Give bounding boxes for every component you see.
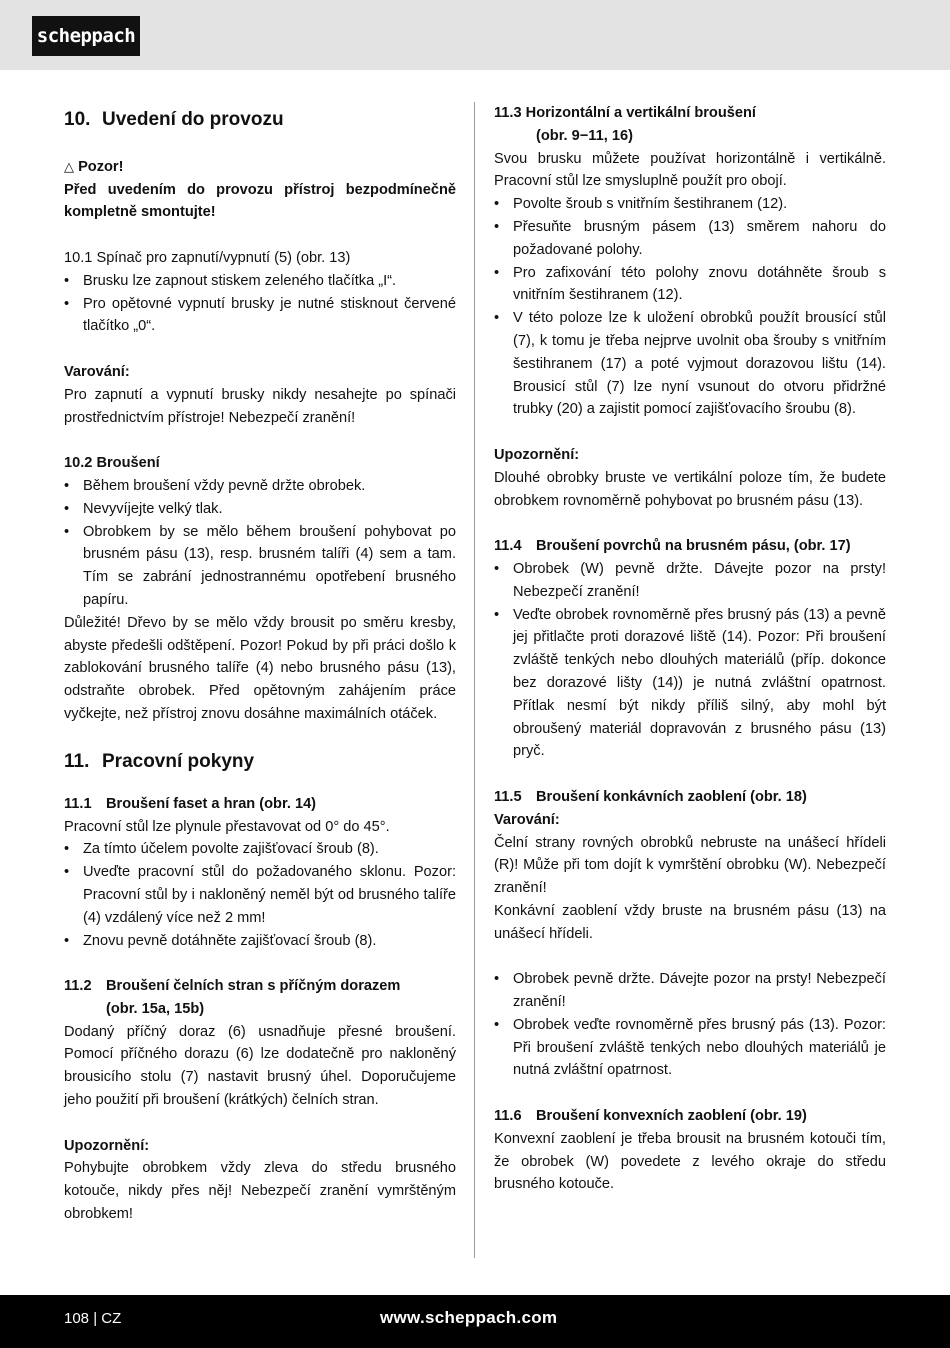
caution-heading <box>64 156 456 179</box>
section-number: 10. <box>64 109 91 130</box>
section-11-2-text: Dodaný příčný doraz (6) usnadňuje přesné broušení. Pomocí příčného dorazu (6) lze dodatečně pro nakloněný brousicího stolu (7) nastavit brusný úhel. Doporučujeme jeho použití při broušení (krátkých) čelních stran. <box>64 1023 456 1109</box>
section-11-2-heading <box>64 975 456 998</box>
section-number: 11.5 <box>494 788 522 805</box>
section-10-heading <box>64 107 456 133</box>
scheppach-logo: scheppach <box>32 16 140 56</box>
list-item: • Uveďte pracovní stůl do požadovaného sklonu. Pozor: Pracovní stůl by i nakloněný neměl být od brusného talíře (4) vzdálený více než 2 mm! <box>64 861 456 929</box>
list-item: • Obrobkem by se mělo během broušení pohybovat po brusném pásu (13), resp. brusném talíři (4) sem a tam. Tím se zabrání jednostrannému opotřebení brusného papíru. <box>64 521 456 612</box>
list-item: • Za tímto účelem povolte zajišťovací šroub (8). <box>64 838 456 861</box>
section-11-heading <box>64 749 456 775</box>
section-title: Uvedení do provozu <box>102 109 284 130</box>
section-11-3-list <box>494 193 886 421</box>
warning-text: Pro zapnutí a vypnutí brusky nikdy nesahejte po spínači prostřednictvím přístroje! Nebezpečí zranění! <box>64 386 456 426</box>
section-11-5-text-1: Čelní strany rovných obrobků nebruste na unášecí hřídeli (R)! Může při tom dojít k vymrštění obrobku (W). Nebezpečí zranění! <box>494 834 886 897</box>
section-number: 11.6 <box>494 1108 522 1125</box>
page-number: 108 | CZ <box>64 1310 122 1327</box>
warning-triangle-icon: △ <box>64 158 74 174</box>
right-column <box>494 102 886 1196</box>
list-item: • Obrobek veďte rovnoměrně přes brusný pás (13). Pozor: Při broušení zvláště tenkých nebo dlouhých materiálů je nutná zvláštní opatrnost. <box>494 1014 886 1082</box>
notice-label: Upozornění: <box>494 446 580 463</box>
section-title: Broušení konvexních zaoblení (obr. 19) <box>536 1108 807 1125</box>
left-column <box>64 102 456 1226</box>
list-item: • Brusku lze zapnout stiskem zeleného tlačítka „I“. <box>64 270 456 293</box>
section-11-1-heading <box>64 793 456 816</box>
section-number: 11.2 <box>64 978 92 995</box>
list-item: • Přesuňte brusným pásem (13) směrem nahoru do požadované polohy. <box>494 216 886 262</box>
section-10-1-heading: 10.1 Spínač pro zapnutí/vypnutí (5) (obr. 13) <box>64 249 351 266</box>
section-11-5-text-2: Konkávní zaoblení vždy bruste na brusném pásu (13) na unášecí hřídeli. <box>494 902 886 942</box>
notice-text: Dlouhé obrobky bruste ve vertikální poloze tím, že budete obrobkem rovnoměrně pohybovat po brusném pásu (13). <box>494 469 886 509</box>
list-item: • Nevyvíjejte velký tlak. <box>64 498 456 521</box>
section-number: 11.1 <box>64 795 92 812</box>
section-10-2-heading: 10.2 Broušení <box>64 455 160 472</box>
section-11-3-text: Svou brusku můžete používat horizontálně i vertikálně. Pracovní stůl lze smysluplně použít pro obojí. <box>494 150 886 190</box>
section-11-5-list <box>494 968 886 1082</box>
list-item: • Znovu pevně dotáhněte zajišťovací šroub (8). <box>64 930 456 953</box>
section-title: Pracovní pokyny <box>102 750 255 772</box>
website-link[interactable]: www.scheppach.com <box>380 1308 558 1327</box>
caution-text: Před uvedením do provozu přístroj bezpodmínečně kompletně smontujte! <box>64 181 456 221</box>
section-title: Broušení konkávních zaoblení (obr. 18) <box>536 788 807 805</box>
section-11-1-text: Pracovní stůl lze plynule přestavovat od 0° do 45°. <box>64 818 390 835</box>
section-11-6-heading <box>494 1105 886 1128</box>
section-title: Broušení povrchů na brusném pásu, (obr. 17) <box>536 538 851 555</box>
section-number: 11.4 <box>494 538 522 555</box>
list-item: • Veďte obrobek rovnoměrně přes brusný pás (13) a pevně jej přitlačte proti dorazové liště (14). Pozor: Při broušení zvláště tenkých nebo dlouhých materiálů (příp. dokonce bez dorazové lišty (14)) je nutná zvláštní opatrnost. Přítlak nesmí být nikdy příliš silný, aby mohl být obroušený materiál dopravován z brusného pásu (13) pryč. <box>494 604 886 764</box>
caution-title: Pozor! <box>78 158 124 175</box>
list-item: • Pro opětovné vypnutí brusky je nutné stisknout červené tlačítko „0“. <box>64 293 456 339</box>
list-item: • Povolte šroub s vnitřním šestihranem (12). <box>494 193 886 216</box>
section-11-3-figure-ref: (obr. 9−11, 16) <box>536 127 633 144</box>
list-item: • V této poloze lze k uložení obrobků použít brousící stůl (7), k tomu je třeba nejprve uvolnit oba šrouby s vnitřním šestihranem (17) a poté vyjmout dorazovou lištu (14). Brousicí stůl (7) lze nyní vsunout do otvoru přidržné trubky (20) a zajistit pomocí zajišťovacího šroubu (8). <box>494 307 886 421</box>
section-11-2-figure-ref: (obr. 15a, 15b) <box>106 1000 205 1017</box>
section-11-6-text: Konvexní zaoblení je třeba brousit na brusném kotouči tím, že obrobek (W) povedete z levého okraje do středu brusného kotouče. <box>494 1130 886 1193</box>
notice-label: Upozornění: <box>64 1137 150 1154</box>
section-title: Broušení čelních stran s příčným dorazem <box>106 978 401 995</box>
section-number: 11. <box>64 750 90 772</box>
section-11-4-list <box>494 558 886 763</box>
section-11-1-list <box>64 838 456 952</box>
column-divider <box>474 102 475 1258</box>
section-11-4-heading <box>494 535 886 558</box>
list-item: • Obrobek (W) pevně držte. Dávejte pozor na prsty! Nebezpečí zranění! <box>494 558 886 604</box>
list-item: • Pro zafixování této polohy znovu dotáhněte šroub s vnitřním šestihranem (12). <box>494 262 886 308</box>
notice-text: Pohybujte obrobkem vždy zleva do středu brusného kotouče, nikdy přes něj! Nebezpečí zranění vymrštěným obrobkem! <box>64 1160 456 1223</box>
header-bar <box>0 0 950 70</box>
list-item: • Obrobek pevně držte. Dávejte pozor na prsty! Nebezpečí zranění! <box>494 968 886 1014</box>
section-10-1-list <box>64 270 456 338</box>
section-11-5-heading <box>494 786 886 809</box>
warning-label: Varování: <box>494 811 560 828</box>
section-title: Broušení faset a hran (obr. 14) <box>106 795 317 812</box>
section-10-2-note: Důležité! Dřevo by se mělo vždy brousit po směru kresby, abyste předešli odštěpení. Pozor! Pokud by při práci došlo k zablokování brusného talíře (4) nebo brusného pásu (13), odstraňte obrobek. Před opětovným zahájením práce vyčkejte, než přístroj znovu dosáhne maximálních otáček. <box>64 614 456 722</box>
section-11-3-heading: 11.3 Horizontální a vertikální broušení <box>494 105 756 121</box>
list-item: • Během broušení vždy pevně držte obrobek. <box>64 475 456 498</box>
section-10-2-list <box>64 475 456 612</box>
warning-label: Varování: <box>64 363 130 380</box>
footer-bar <box>0 1295 950 1348</box>
